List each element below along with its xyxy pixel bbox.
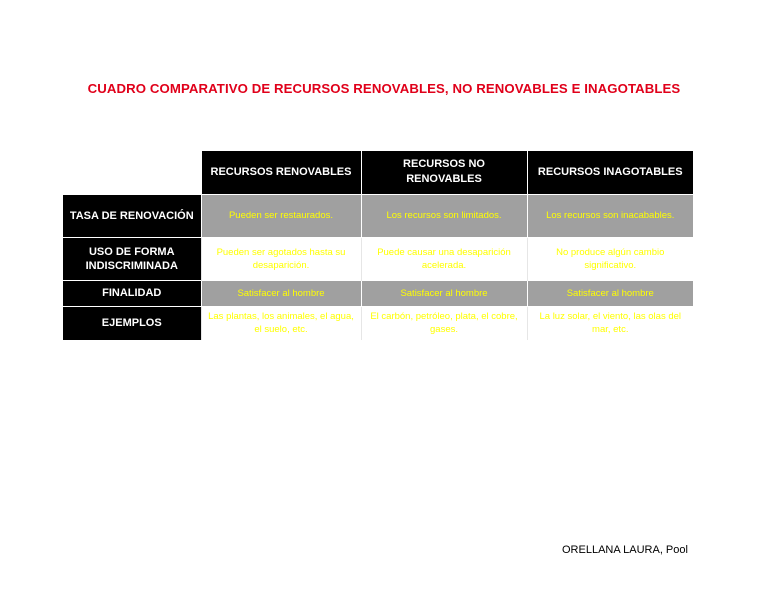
table-row-tasa-renovacion (63, 194, 693, 237)
page-title: CUADRO COMPARATIVO DE RECURSOS RENOVABLES, NO RENOVABLES E INAGOTABLES (87, 81, 681, 96)
table-cell: Los recursos son limitados. (361, 194, 527, 237)
table-header-row (63, 151, 693, 194)
comparison-table (63, 151, 693, 340)
table-row-ejemplos (63, 306, 693, 340)
table-cell: Puede causar una desaparición acelerada. (361, 237, 527, 280)
table-row-uso-indiscriminado (63, 237, 693, 280)
row-label-uso-indiscriminado: USO DE FORMA INDISCRIMINADA (63, 237, 201, 280)
table-cell: Pueden ser restaurados. (201, 194, 361, 237)
table-row-finalidad (63, 280, 693, 306)
header-recursos-no-renovables: RECURSOS NO RENOVABLES (361, 151, 527, 194)
row-label-finalidad: FINALIDAD (63, 280, 201, 306)
table-cell: Satisfacer al hombre (361, 280, 527, 306)
table-cell: Satisfacer al hombre (201, 280, 361, 306)
table-cell: Satisfacer al hombre (527, 280, 693, 306)
row-label-tasa-renovacion: TASA DE RENOVACIÓN (63, 194, 201, 237)
table-cell: Pueden ser agotados hasta su desaparición. (201, 237, 361, 280)
table-cell: No produce algún cambio significativo. (527, 237, 693, 280)
header-recursos-renovables: RECURSOS RENOVABLES (201, 151, 361, 194)
table-corner (63, 151, 201, 194)
author-signature: ORELLANA LAURA, Pool (562, 544, 688, 556)
header-recursos-inagotables: RECURSOS INAGOTABLES (527, 151, 693, 194)
row-label-ejemplos: EJEMPLOS (63, 306, 201, 340)
table-cell: Los recursos son inacabables. (527, 194, 693, 237)
table-cell: La luz solar, el viento, las olas del mar, etc. (527, 306, 693, 340)
table-cell: Las plantas, los animales, el agua, el suelo, etc. (201, 306, 361, 340)
table-cell: El carbón, petróleo, plata, el cobre, gases. (361, 306, 527, 340)
